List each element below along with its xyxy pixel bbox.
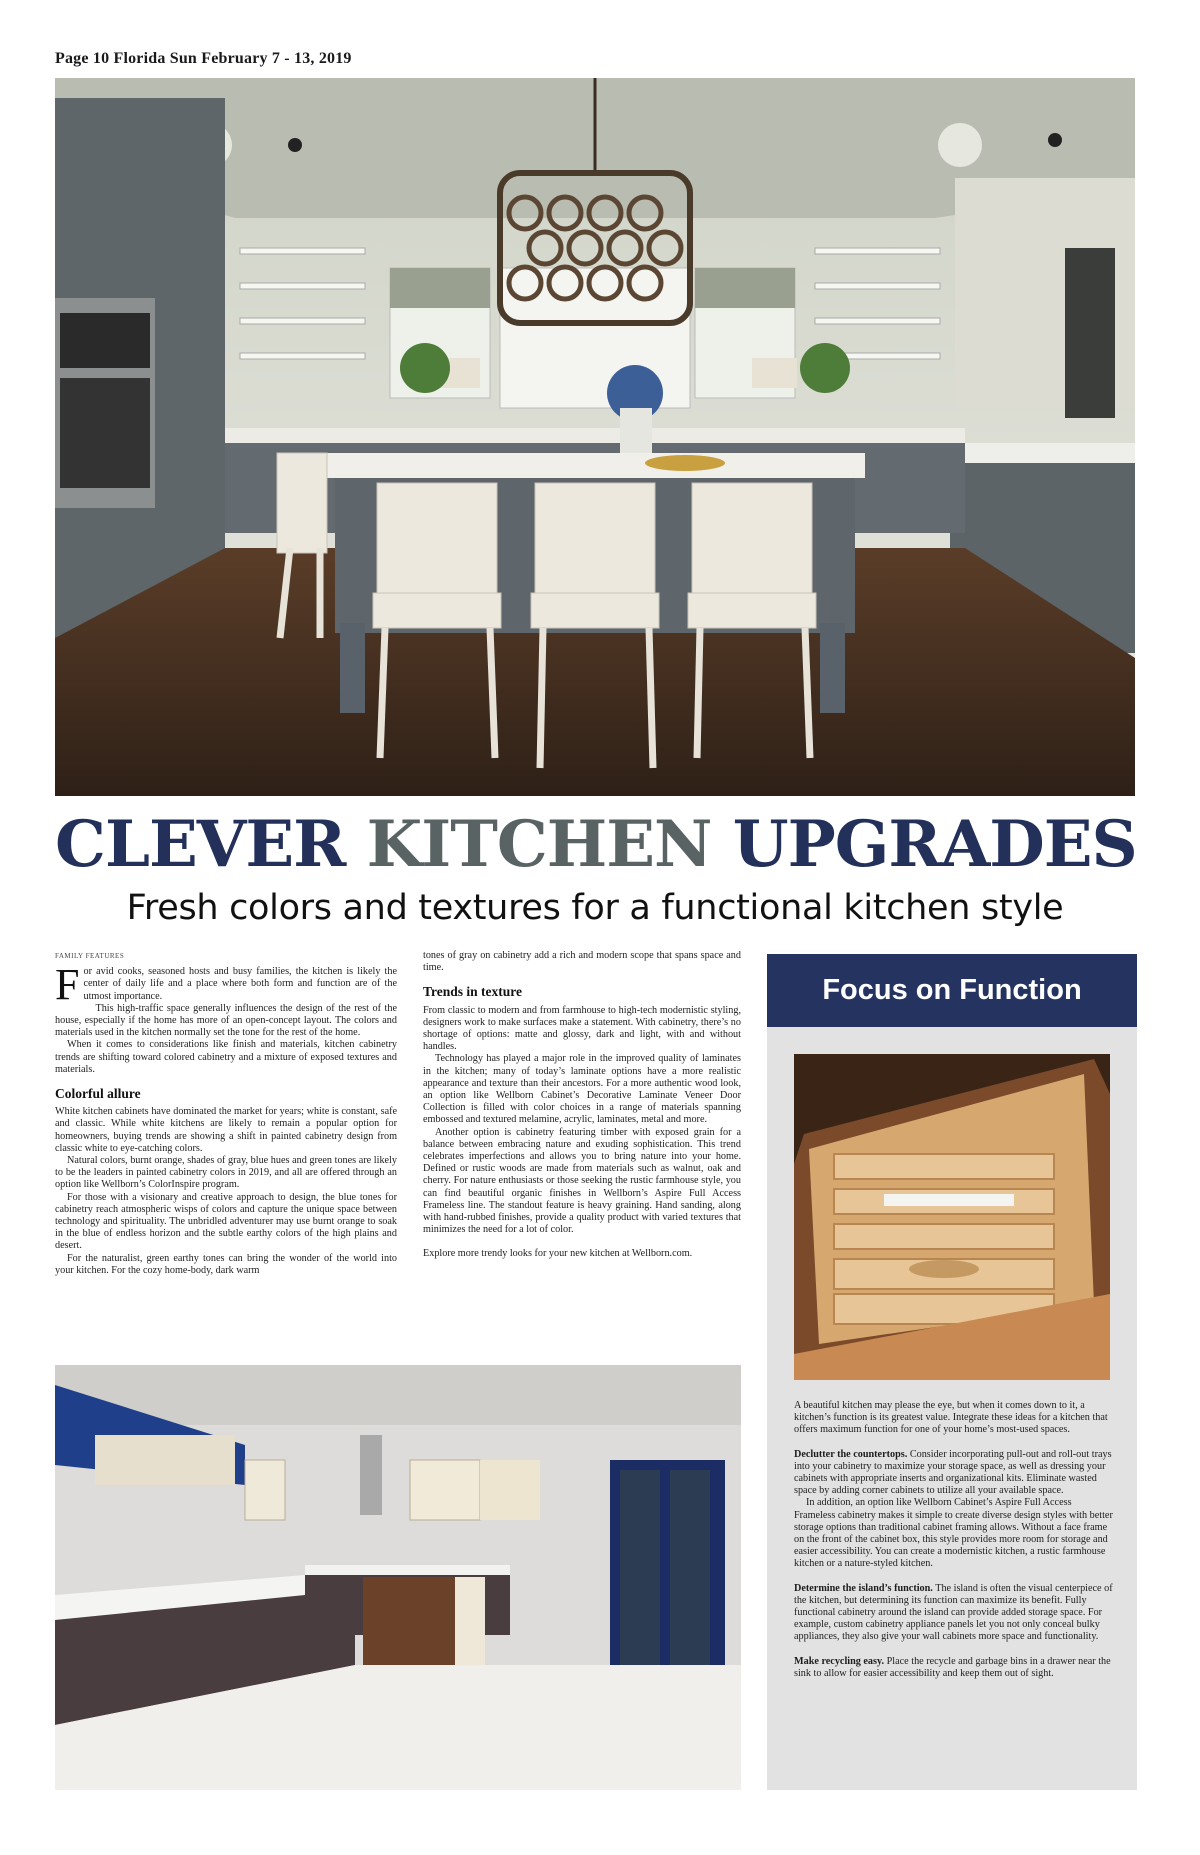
modern-kitchen-photo (55, 1365, 741, 1790)
article-paragraph: White kitchen cabinets have dominated the market for years; white is constant, safe and classic. While white kitchens are likely to remain a popular option for homeowners, buying trends are showing a shift in painted cabinetry design from classic white to eye-catching colors. (55, 1106, 397, 1154)
subheadline: Fresh colors and textures for a functional kitchen style (126, 888, 1064, 928)
sidebar-title: Focus on Function (767, 954, 1137, 1027)
sidebar-text (794, 1400, 1114, 1692)
focus-on-function-sidebar (767, 954, 1137, 1790)
article-paragraph: This high-traffic space generally influences the design of the rest of the house, especially if the home has more of an open-concept layout. The colors and materials used in the kitchen normally set the tone for the rest of the home. (55, 1002, 397, 1039)
drawer-organizer-photo (794, 1054, 1110, 1380)
tip-body: Consider incorporating pull-out and roll-out trays into your cabinetry to maximize your storage space, as well as dressing your cabinets with appropriate inserts and organizational kits. Eliminate wasted space by adding corner cabinets to utilize all your available space. (794, 1448, 1112, 1497)
dropcap: F (55, 960, 80, 1010)
tip-body: Place the recycle and garbage bins in a drawer near the sink to allow for easier accessibility and keep them out of sight. (794, 1655, 1111, 1679)
article-paragraph: Another option is cabinetry featuring timber with exposed grain for a balance between embracing nature and exuding sophistication. This trend celebrates imperfections and allows you to bring nature into your home. Defined or rustic woods are made from materials such as walnut, oak and cherry. For nature enthusiasts or those seeking the rustic farmhouse style, you can find beautiful organic finishes in Wellborn’s Aspire Full Access Frameless line. The standout feature is heavy graining. Hand sanding, along with hand-rubbed finishes, provide a quality product with varied textures that minimizes the need for a lot of color. (423, 1126, 741, 1236)
hero-kitchen-photo (55, 78, 1135, 796)
article-paragraph: When it comes to considerations like finish and materials, kitchen cabinetry trends are shifting toward colored cabinetry and a mixture of exposed textures and materials. (55, 1039, 397, 1075)
sidebar-tip-recycling (794, 1656, 1114, 1680)
article-column-1 (55, 950, 397, 1277)
tip-title: Declutter the countertops. (794, 1448, 908, 1460)
tip-title: Make recycling easy. (794, 1655, 885, 1667)
article-paragraph: For the naturalist, green earthy tones can bring the wonder of the world into your kitchen. For the cozy home-body, dark warm (55, 1252, 397, 1276)
headline-word-kitchen: KITCHEN (366, 807, 712, 882)
headline (55, 805, 1135, 885)
sidebar-tip-island (794, 1583, 1114, 1644)
tip-title: Determine the island’s function. (794, 1582, 933, 1594)
section-heading-trends-in-texture: Trends in texture (423, 984, 523, 1000)
article-paragraph: tones of gray on cabinetry add a rich and modern scope that spans space and time. (423, 950, 741, 974)
sidebar-tip-declutter-continued: In addition, an option like Wellborn Cabinet’s Aspire Full Access Frameless cabinetry makes it simple to create diverse design styles with better storage options than traditional cabinet framing allows. Without a face frame on the front of the cabinet box, this style provides more room for storage and easier accessibility. You can create a modernistic kitchen, a rustic farmhouse kitchen or a nature-styled kitchen. (794, 1497, 1113, 1570)
article-closing-paragraph: Explore more trendy looks for your new kitchen at Wellborn.com. (423, 1248, 693, 1260)
sidebar-tip-declutter (794, 1449, 1114, 1498)
page-header: Page 10 Florida Sun February 7 - 13, 2019 (55, 50, 352, 67)
tip-body: The island is often the visual centerpiece of the kitchen, but determining its function can maximize its benefit. Fully functional cabinetry around the island can provide added storage space. For example, custom cabinetry appliance panels let you not only conceal bulky appliances, they also give your wall cabinets more space and functionality. (794, 1582, 1113, 1643)
headline-word-clever: CLEVER (55, 807, 346, 882)
headline-word-upgrades: UPGRADES (732, 807, 1137, 882)
article-paragraph: Technology has played a major role in the improved quality of laminates in the kitchen; many of today’s laminate options have a more realistic appearance and texture than their ancestors. For a more authentic wood look, an option like Wellborn Cabinet’s Decorative Laminate Veneer Door Collection is filled with color choices in a range of materials spanning embossed and textured melamine, acrylic, laminates, metal and more. (423, 1053, 741, 1126)
section-heading-colorful-allure: Colorful allure (55, 1086, 141, 1102)
sidebar-intro: A beautiful kitchen may please the eye, but when it comes down to it, a kitchen’s function is its greatest value. Integrate these ideas for a kitchen that offers maximum function for one of your home’s most-used spaces. (794, 1400, 1108, 1436)
article-text: or avid cooks, seasoned hosts and busy families, the kitchen is likely the center of daily life and a place where both form and function are of the utmost importance. (83, 966, 397, 1002)
article-paragraph (55, 960, 397, 1010)
article-column-2 (423, 950, 741, 1261)
article-paragraph: For those with a visionary and creative approach to design, the blue tones for cabinetry reach atmospheric wisps of colors and capture the unique space between technology and spirituality. The unbridled adventurer may use burnt orange to soak in the blue of endless horizon and the subtle earthy colors of the high plains and desert. (55, 1191, 397, 1252)
byline: FAMILY FEATURES (55, 952, 125, 960)
article-paragraph: From classic to modern and from farmhouse to high-tech modernistic styling, designers work to make surfaces make a statement. With cabinetry, there’s no shortage of options: matte and glossy, dark and light, with and without handles. (423, 1004, 741, 1053)
article-paragraph: Natural colors, burnt orange, shades of gray, blue hues and green tones are likely to be the leaders in painted cabinetry colors in 2019, and all are offered through an option like Wellborn’s ColorInspire program. (55, 1155, 397, 1191)
